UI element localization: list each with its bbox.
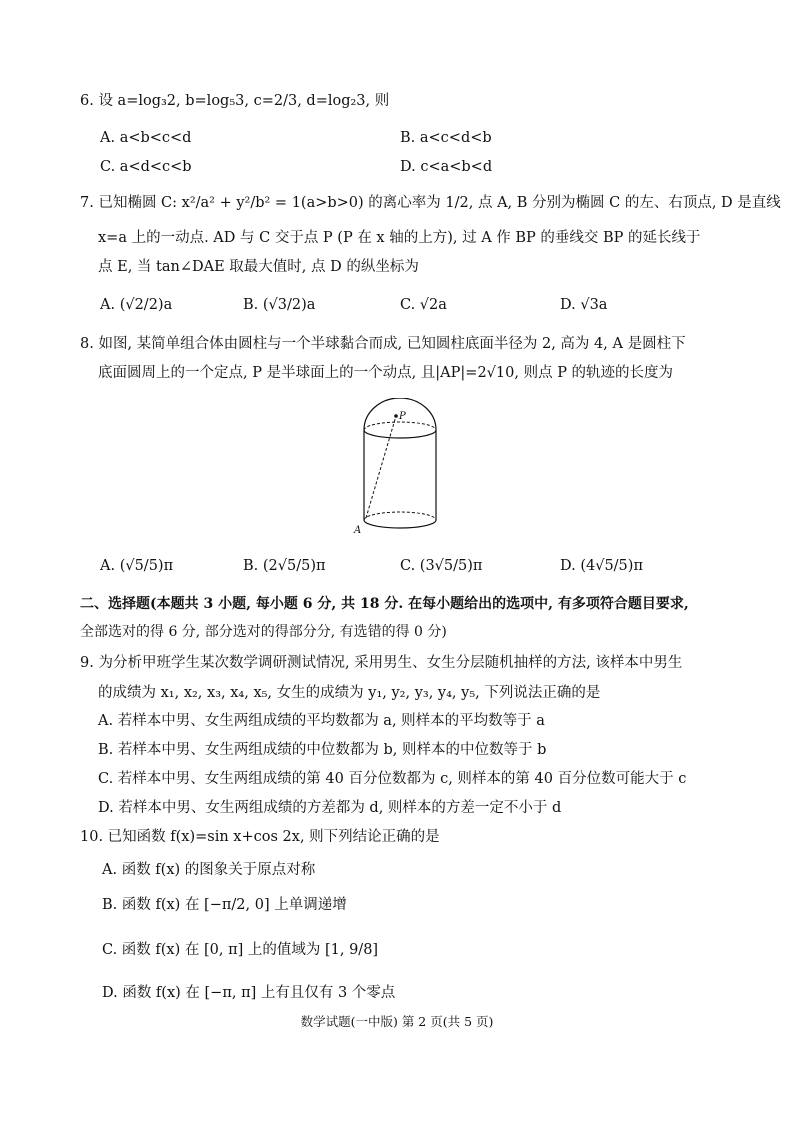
cylinder-bottom-back [364, 512, 436, 520]
q9-option-c: C. 若样本中男、女生两组成绩的第 40 百分位数都为 c, 则样本的第 40 百分位数可能大于 c [98, 771, 687, 787]
point-p [394, 414, 398, 418]
q8-option-c: C. (3√5/5)π [400, 558, 483, 574]
segment-ap [366, 416, 396, 518]
q7-line-1: 7. 已知椭圆 C: x²/a² + y²/b² = 1(a>b>0) 的离心率为 1/2, 点 A, B 分别为椭圆 C 的左、右顶点, D 是直线 [80, 195, 781, 211]
q8-line-2: 底面圆周上的一个定点, P 是半球面上的一个动点, 且|AP|=2√10, 则点 P 的轨迹的长度为 [98, 365, 674, 381]
section-2-header-line-1: 二、选择题(本题共 3 小题, 每小题 6 分, 共 18 分. 在每小题给出的选项中, 有多项符合题目要求, [80, 596, 689, 612]
label-a: A [354, 525, 362, 536]
q10-option-b: B. 函数 f(x) 在 [−π/2, 0] 上单调递增 [102, 897, 347, 913]
q10-option-c: C. 函数 f(x) 在 [0, π] 上的值域为 [1, 9/8] [102, 942, 379, 958]
q7-option-c: C. √2a [400, 297, 447, 313]
label-p: P [399, 411, 406, 422]
section-2-header-line-2: 全部选对的得 6 分, 部分选对的得部分分, 有选错的得 0 分) [80, 624, 447, 640]
q7-option-d: D. √3a [560, 297, 608, 313]
q9-option-b: B. 若样本中男、女生两组成绩的中位数都为 b, 则样本的中位数等于 b [98, 742, 547, 758]
q6-option-d: D. c<a<b<d [400, 159, 493, 175]
q6-option-c: C. a<d<c<b [100, 159, 192, 175]
q7-line-3: 点 E, 当 tan∠DAE 取最大值时, 点 D 的纵坐标为 [98, 259, 419, 275]
q6-option-b: B. a<c<d<b [400, 130, 492, 146]
q10-stem: 10. 已知函数 f(x)=sin x+cos 2x, 则下列结论正确的是 [80, 829, 440, 845]
cylinder-bottom-front [364, 520, 436, 528]
q6-option-a: A. a<b<c<d [100, 130, 192, 146]
q8-option-a: A. (√5/5)π [100, 558, 174, 574]
q8-option-d: D. (4√5/5)π [560, 558, 643, 574]
q9-line-1: 9. 为分析甲班学生某次数学调研测试情况, 采用男生、女生分层随机抽样的方法, 该样本中男生 [80, 655, 683, 671]
q9-line-2: 的成绩为 x₁, x₂, x₃, x₄, x₅, 女生的成绩为 y₁, y₂, y₃, y₄, y₅, 下列说法正确的是 [98, 685, 601, 701]
cylinder-top-back [364, 422, 436, 430]
q9-option-a: A. 若样本中男、女生两组成绩的平均数都为 a, 则样本的平均数等于 a [98, 713, 545, 729]
q9-option-d: D. 若样本中男、女生两组成绩的方差都为 d, 则样本的方差一定不小于 d [98, 800, 562, 816]
page-footer: 数学试题(一中版) 第 2 页(共 5 页) [300, 1014, 494, 1029]
q6-stem: 6. 设 a=log₃2, b=log₅3, c=2/3, d=log₂3, 则 [80, 93, 390, 109]
cylinder-top-front [364, 430, 436, 438]
q7-line-2: x=a 上的一动点. AD 与 C 交于点 P (P 在 x 轴的上方), 过 A 作 BP 的垂线交 BP 的延长线于 [98, 230, 701, 246]
q10-option-a: A. 函数 f(x) 的图象关于原点对称 [102, 862, 316, 878]
q7-option-a: A. (√2/2)a [100, 297, 173, 313]
q7-option-b: B. (√3/2)a [243, 297, 316, 313]
q8-figure [350, 398, 450, 538]
q8-line-1: 8. 如图, 某简单组合体由圆柱与一个半球黏合而成, 已知圆柱底面半径为 2, 高为 4, A 是圆柱下 [80, 336, 686, 352]
q8-option-b: B. (2√5/5)π [243, 558, 326, 574]
q10-option-d: D. 函数 f(x) 在 [−π, π] 上有且仅有 3 个零点 [102, 985, 396, 1001]
